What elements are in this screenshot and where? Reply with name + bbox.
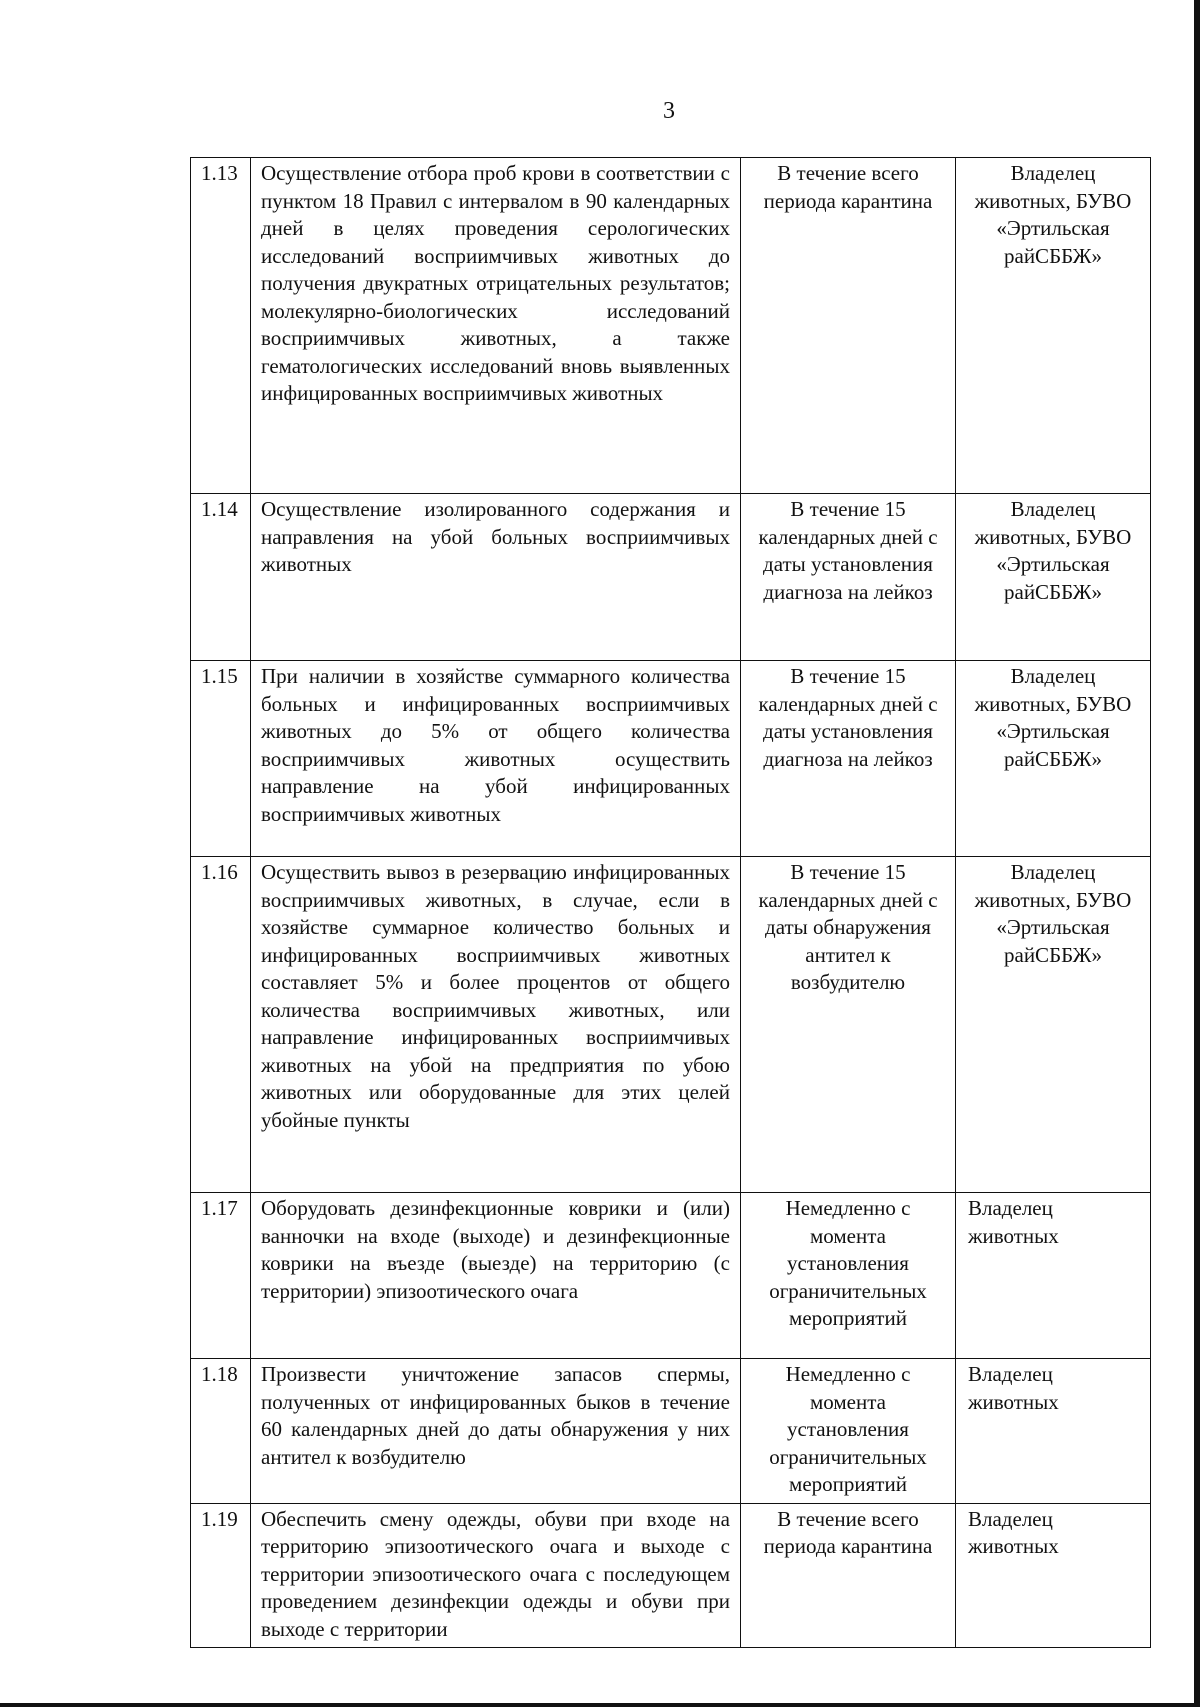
measure-text: При наличии в хозяйстве суммарного количества больных и инфицированных восприимчивых животных до 5% от общего количества восприимчивых животных осуществить направление на убой инфицированных восприимчивых животных — [251, 661, 741, 857]
measure-text: Оборудовать дезинфекционные коврики и (или) ванночки на входе (выходе) и дезинфекционные коврики на въезде (выезде) на территорию (с территории) эпизоотического очага — [251, 1193, 741, 1359]
measure-text: Осуществить вывоз в резервацию инфицированных восприимчивых животных, в случае, если в хозяйстве суммарное количество больных и инфицированных восприимчивых животных составляет 5% и более процентов от общего количества восприимчивых животных, или направление инфицированных восприимчивых животных на убой на предприятия по убою животных или оборудованные для этих целей убойные пункты — [251, 857, 741, 1193]
row-number: 1.18 — [191, 1359, 251, 1504]
row-number: 1.14 — [191, 494, 251, 661]
measure-text: Произвести уничтожение запасов спермы, полученных от инфицированных быков в течение 60 календарных дней до даты обнаружения у них антител к возбудителю — [251, 1359, 741, 1504]
table-row — [191, 1503, 1151, 1648]
table-row — [191, 661, 1151, 857]
measure-responsible: Владелец животных — [956, 1359, 1151, 1504]
measure-term: В течение всего периода карантина — [741, 1503, 956, 1648]
row-number: 1.19 — [191, 1503, 251, 1648]
measure-term: В течение 15 календарных дней с даты установления диагноза на лейкоз — [741, 661, 956, 857]
measure-text: Обеспечить смену одежды, обуви при входе на территорию эпизоотического очага и выходе с территории эпизоотического очага с последующем проведением дезинфекции одежды и обуви при выходе с территории — [251, 1503, 741, 1648]
row-number: 1.17 — [191, 1193, 251, 1359]
measure-responsible: Владелец животных, БУВО «Эртильская райСББЖ» — [956, 494, 1151, 661]
row-number: 1.13 — [191, 158, 251, 494]
measure-responsible: Владелец животных, БУВО «Эртильская райСББЖ» — [956, 661, 1151, 857]
measure-term: В течение 15 календарных дней с даты обнаружения антител к возбудителю — [741, 857, 956, 1193]
measure-responsible: Владелец животных, БУВО «Эртильская райСББЖ» — [956, 158, 1151, 494]
measure-responsible: Владелец животных — [956, 1503, 1151, 1648]
measure-term: Немедленно с момента установления ограничительных мероприятий — [741, 1193, 956, 1359]
table-row — [191, 494, 1151, 661]
table-row — [191, 1359, 1151, 1504]
row-number: 1.15 — [191, 661, 251, 857]
measure-term: В течение 15 календарных дней с даты установления диагноза на лейкоз — [741, 494, 956, 661]
table-row — [191, 158, 1151, 494]
row-number: 1.16 — [191, 857, 251, 1193]
measures-table — [190, 157, 1151, 1648]
scan-edge-right — [1194, 0, 1200, 1707]
scan-edge-bottom — [0, 1703, 1200, 1707]
measure-responsible: Владелец животных, БУВО «Эртильская райСББЖ» — [956, 857, 1151, 1193]
measure-term: Немедленно с момента установления ограничительных мероприятий — [741, 1359, 956, 1504]
measure-responsible: Владелец животных — [956, 1193, 1151, 1359]
table-row — [191, 857, 1151, 1193]
table-row — [191, 1193, 1151, 1359]
measure-term: В течение всего периода карантина — [741, 158, 956, 494]
measure-text: Осуществление изолированного содержания и направления на убой больных восприимчивых животных — [251, 494, 741, 661]
page-number: 3 — [663, 98, 675, 124]
measure-text: Осуществление отбора проб крови в соответствии с пунктом 18 Правил с интервалом в 90 календарных дней в целях проведения серологических исследований восприимчивых животных до получения двукратных отрицательных результатов; молекулярно-биологических исследований восприимчивых животных, а также гематологических исследований вновь выявленных инфицированных восприимчивых животных — [251, 158, 741, 494]
